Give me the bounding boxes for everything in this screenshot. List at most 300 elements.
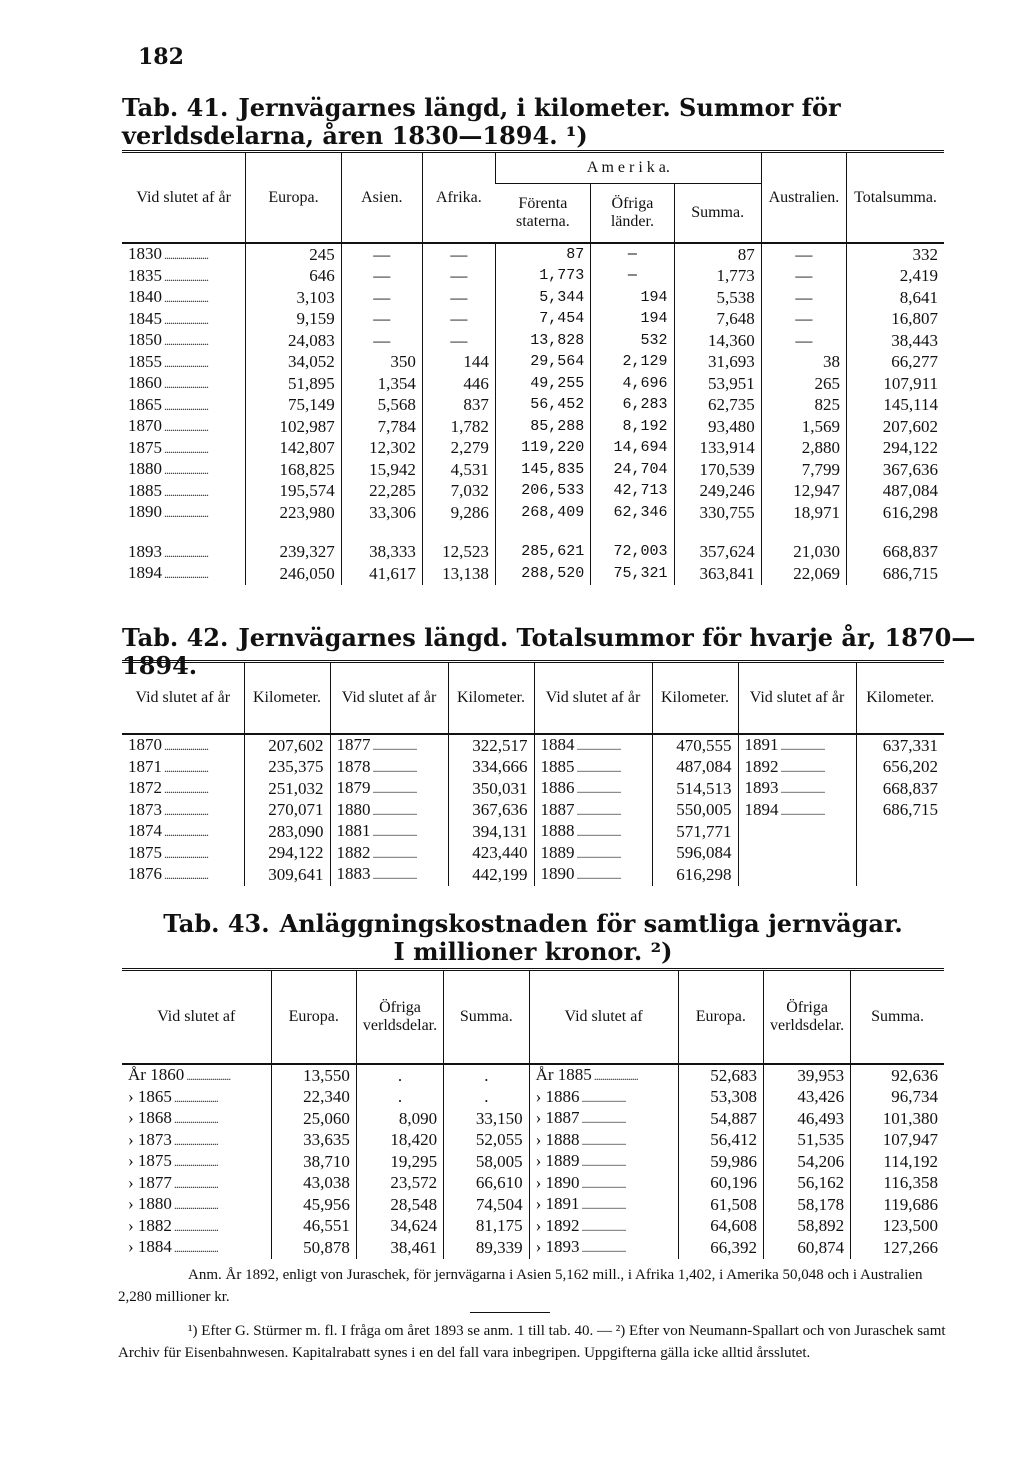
value-cell: 5,568: [341, 395, 422, 417]
value-cell: 96,734: [851, 1087, 944, 1109]
table-row: [122, 416, 944, 438]
value-cell: 102,987: [246, 416, 341, 438]
value-cell: 25,060: [271, 1108, 356, 1130]
value-cell: 61,508: [678, 1194, 763, 1216]
footnote-divider: [470, 1312, 550, 1313]
year-cell: › 1877 .....: [122, 1173, 271, 1195]
table-row: [122, 1130, 944, 1152]
value-cell: 33,306: [341, 502, 422, 524]
value-cell: 72,003: [591, 542, 674, 564]
tab43-title-line1: Anläggningskostnaden för samtliga jernvägar.: [279, 909, 903, 938]
table-row: [122, 1237, 944, 1259]
value-cell: 66,392: [678, 1237, 763, 1259]
tab42-table: [122, 660, 944, 886]
value-cell: 107,947: [851, 1130, 944, 1152]
table-row: [122, 266, 944, 288]
page-number: 182: [138, 44, 184, 70]
value-cell: 49,255: [495, 373, 590, 395]
year-cell: 1879 .....: [330, 778, 448, 800]
value-cell: 571,771: [652, 821, 738, 843]
tab41-title: Jernvägarnes längd, i kilometer. Summor för verldsdelarna, åren 1830—1894. ¹): [122, 93, 841, 150]
year-cell: 1883 .....: [330, 864, 448, 886]
value-cell: 270,071: [244, 800, 330, 822]
value-cell: 43,038: [271, 1173, 356, 1195]
value-cell: 74,504: [444, 1194, 529, 1216]
value-cell: 14,360: [674, 330, 761, 352]
value-cell: .: [444, 1064, 529, 1087]
value-cell: 195,574: [246, 481, 341, 503]
year-cell: › 1892 .....: [529, 1216, 678, 1238]
year-cell: 1875 .....: [122, 843, 244, 865]
year-cell: 1850 .....: [122, 330, 246, 352]
value-cell: —: [422, 243, 495, 266]
header-afrika: Afrika.: [422, 152, 495, 244]
value-cell: 223,980: [246, 502, 341, 524]
value-cell: 51,535: [763, 1130, 850, 1152]
value-cell: 350: [341, 352, 422, 374]
value-cell: 127,266: [851, 1237, 944, 1259]
value-cell: 92,636: [851, 1064, 944, 1087]
value-cell: 7,799: [761, 459, 846, 481]
value-cell: 194: [591, 309, 674, 331]
year-cell: 1876 .....: [122, 864, 244, 886]
value-cell: 39,953: [763, 1064, 850, 1087]
value-cell: 62,346: [591, 502, 674, 524]
value-cell: 13,828: [495, 330, 590, 352]
value-cell: 2,279: [422, 438, 495, 460]
year-cell: › 1886 .....: [529, 1087, 678, 1109]
value-cell: 3,103: [246, 287, 341, 309]
value-cell: 52,683: [678, 1064, 763, 1087]
table-row: [122, 778, 944, 800]
year-cell: › 1882 .....: [122, 1216, 271, 1238]
value-cell: 394,131: [448, 821, 534, 843]
value-cell: 487,084: [847, 481, 944, 503]
value-cell: 46,551: [271, 1216, 356, 1238]
table-row: [122, 1216, 944, 1238]
table-row: [122, 1151, 944, 1173]
year-cell: 1884 .....: [534, 734, 652, 757]
value-cell: 7,454: [495, 309, 590, 331]
value-cell: 170,539: [674, 459, 761, 481]
value-cell: 7,032: [422, 481, 495, 503]
year-cell: 1835 .....: [122, 266, 246, 288]
value-cell: —: [422, 287, 495, 309]
tab42-header-km-3: Kilometer.: [652, 662, 738, 735]
value-cell: 43,426: [763, 1087, 850, 1109]
value-cell: 53,308: [678, 1087, 763, 1109]
year-cell: 1875 .....: [122, 438, 246, 460]
year-cell: › 1884 .....: [122, 1237, 271, 1259]
tab42-title: Jernvägarnes längd. Totalsummor för hvarje år, 1870—1894.: [122, 623, 976, 680]
value-cell: 24,704: [591, 459, 674, 481]
value-cell: .: [444, 1087, 529, 1109]
tab43-header-europa-r: Europa.: [678, 970, 763, 1065]
year-cell: 1845 .....: [122, 309, 246, 331]
tab43-header-summa-l: Summa.: [444, 970, 529, 1065]
value-cell: 7,648: [674, 309, 761, 331]
value-cell: 33,150: [444, 1108, 529, 1130]
table-row: [122, 864, 944, 886]
header-amerika: A m e r i k a.: [495, 152, 761, 184]
table-row: [122, 843, 944, 865]
value-cell: 81,175: [444, 1216, 529, 1238]
year-cell: 1886 .....: [534, 778, 652, 800]
value-cell: 1,569: [761, 416, 846, 438]
value-cell: 288,520: [495, 563, 590, 585]
value-cell: 168,825: [246, 459, 341, 481]
value-cell: 38,710: [271, 1151, 356, 1173]
year-cell: 1873 .....: [122, 800, 244, 822]
value-cell: 133,914: [674, 438, 761, 460]
value-cell: 38,461: [356, 1237, 443, 1259]
table-row: [122, 459, 944, 481]
value-cell: 532: [591, 330, 674, 352]
value-cell: 52,055: [444, 1130, 529, 1152]
value-cell: —: [422, 330, 495, 352]
value-cell: 38,443: [847, 330, 944, 352]
value-cell: 62,735: [674, 395, 761, 417]
value-cell: 66,277: [847, 352, 944, 374]
value-cell: 38,333: [341, 542, 422, 564]
value-cell: 21,030: [761, 542, 846, 564]
tab43-table: [122, 968, 944, 1259]
year-cell: 1870 .....: [122, 416, 246, 438]
value-cell: 686,715: [847, 563, 944, 585]
year-cell: 1890 .....: [122, 502, 246, 524]
value-cell: 46,493: [763, 1108, 850, 1130]
tab42-header-km-4: Kilometer.: [856, 662, 944, 735]
value-cell: 668,837: [847, 542, 944, 564]
value-cell: 66,610: [444, 1173, 529, 1195]
value-cell: 142,807: [246, 438, 341, 460]
tab43-title-line2: I millioner kronor. ²): [393, 937, 673, 966]
value-cell: 246,050: [246, 563, 341, 585]
value-cell: —: [761, 287, 846, 309]
header-ofriga: Öfriga länder.: [591, 184, 674, 244]
value-cell: 367,636: [448, 800, 534, 822]
tab42-label: Tab. 42.: [122, 623, 229, 652]
year-cell: 1865 .....: [122, 395, 246, 417]
year-cell: 1870 .....: [122, 734, 244, 757]
value-cell: 101,380: [851, 1108, 944, 1130]
header-year: Vid slutet af år: [136, 188, 231, 206]
value-cell: 14,694: [591, 438, 674, 460]
table-row: [122, 542, 944, 564]
value-cell: 7,784: [341, 416, 422, 438]
value-cell: 41,617: [341, 563, 422, 585]
value-cell: 123,500: [851, 1216, 944, 1238]
tab42-header-km-1: Kilometer.: [244, 662, 330, 735]
value-cell: 1,773: [495, 266, 590, 288]
value-cell: —: [761, 330, 846, 352]
value-cell: 1,354: [341, 373, 422, 395]
tab43-header-year-l: Vid slutet af: [157, 1008, 236, 1025]
tab41-label: Tab. 41.: [122, 93, 229, 122]
value-cell: —: [341, 287, 422, 309]
value-cell: 85,288: [495, 416, 590, 438]
value-cell: 60,874: [763, 1237, 850, 1259]
tab42-header-year-3: Vid slutet af år: [534, 662, 652, 735]
value-cell: 107,911: [847, 373, 944, 395]
value-cell: 239,327: [246, 542, 341, 564]
table-row: [122, 1108, 944, 1130]
year-cell: › 1865 .....: [122, 1087, 271, 1109]
table-row: [122, 1173, 944, 1195]
value-cell: —: [341, 309, 422, 331]
year-cell: › 1880 .....: [122, 1194, 271, 1216]
value-cell: 637,331: [856, 734, 944, 757]
value-cell: 144: [422, 352, 495, 374]
tab43-header-ofriga-r: Öfriga verldsdelar.: [763, 970, 850, 1065]
value-cell: 825: [761, 395, 846, 417]
spacer-row: [122, 524, 944, 542]
value-cell: 58,892: [763, 1216, 850, 1238]
header-forenta: Förenta staterna.: [515, 195, 570, 230]
value-cell: 363,841: [674, 563, 761, 585]
tab43-header-europa-l: Europa.: [271, 970, 356, 1065]
value-cell: 309,641: [244, 864, 330, 886]
table-row: [122, 287, 944, 309]
value-cell: 56,412: [678, 1130, 763, 1152]
value-cell: 58,178: [763, 1194, 850, 1216]
year-cell: 1892 .....: [738, 757, 856, 779]
value-cell: 5,538: [674, 287, 761, 309]
value-cell: 2,129: [591, 352, 674, 374]
year-cell: 1893 .....: [738, 778, 856, 800]
value-cell: 1,782: [422, 416, 495, 438]
value-cell: 64,608: [678, 1216, 763, 1238]
value-cell: 93,480: [674, 416, 761, 438]
year-cell: 1887 .....: [534, 800, 652, 822]
tab42-header-year-2: Vid slutet af år: [330, 662, 448, 735]
tab42-header-km-2: Kilometer.: [448, 662, 534, 735]
value-cell: 34,052: [246, 352, 341, 374]
value-cell: 13,550: [271, 1064, 356, 1087]
value-cell: 837: [422, 395, 495, 417]
value-cell: 87: [495, 243, 590, 266]
value-cell: 89,339: [444, 1237, 529, 1259]
value-cell: 145,114: [847, 395, 944, 417]
year-cell: 1830 .....: [122, 243, 246, 266]
table-row: [122, 330, 944, 352]
value-cell: 19,295: [356, 1151, 443, 1173]
value-cell: 54,887: [678, 1108, 763, 1130]
value-cell: 31,693: [674, 352, 761, 374]
value-cell: 56,452: [495, 395, 590, 417]
tab41-table: [122, 150, 944, 585]
year-cell: › 1888 .....: [529, 1130, 678, 1152]
tab41-title-block: [122, 94, 952, 150]
value-cell: 38: [761, 352, 846, 374]
header-europa: Europa.: [246, 152, 341, 244]
value-cell: 145,835: [495, 459, 590, 481]
value-cell: 12,523: [422, 542, 495, 564]
value-cell: 251,032: [244, 778, 330, 800]
value-cell: 206,533: [495, 481, 590, 503]
value-cell: 16,807: [847, 309, 944, 331]
tab43-header-year-r: Vid slutet af: [529, 970, 678, 1065]
value-cell: —: [591, 266, 674, 288]
value-cell: 487,084: [652, 757, 738, 779]
value-cell: —: [761, 309, 846, 331]
value-cell: 330,755: [674, 502, 761, 524]
value-cell: 87: [674, 243, 761, 266]
value-cell: 616,298: [652, 864, 738, 886]
value-cell: 2,419: [847, 266, 944, 288]
year-cell: 1889 .....: [534, 843, 652, 865]
value-cell: 51,895: [246, 373, 341, 395]
value-cell: 285,621: [495, 542, 590, 564]
year-cell: › 1887 .....: [529, 1108, 678, 1130]
table-row: [122, 502, 944, 524]
year-cell: 1877 .....: [330, 734, 448, 757]
value-cell: 8,192: [591, 416, 674, 438]
value-cell: 45,956: [271, 1194, 356, 1216]
value-cell: —: [761, 243, 846, 266]
value-cell: —: [341, 266, 422, 288]
value-cell: 28,548: [356, 1194, 443, 1216]
value-cell: 283,090: [244, 821, 330, 843]
value-cell: 596,084: [652, 843, 738, 865]
value-cell: 367,636: [847, 459, 944, 481]
value-cell: 207,602: [244, 734, 330, 757]
value-cell: —: [341, 243, 422, 266]
value-cell: 334,666: [448, 757, 534, 779]
value-cell: 56,162: [763, 1173, 850, 1195]
value-cell: 294,122: [244, 843, 330, 865]
tab42-body: [122, 734, 944, 886]
table-row: [122, 563, 944, 585]
table-row: [122, 395, 944, 417]
value-cell: 4,696: [591, 373, 674, 395]
year-cell: 1894 .....: [738, 800, 856, 822]
tab43-label: Tab. 43.: [163, 909, 270, 938]
year-cell: › 1891 .....: [529, 1194, 678, 1216]
tab42-header-year-4: Vid slutet af år: [738, 662, 856, 735]
table-row: [122, 821, 944, 843]
value-cell: 42,713: [591, 481, 674, 503]
value-cell: 75,321: [591, 563, 674, 585]
value-cell: 8,641: [847, 287, 944, 309]
table-row: [122, 309, 944, 331]
value-cell: 470,555: [652, 734, 738, 757]
tab43-header-ofriga-l: Öfriga verldsdelar.: [356, 970, 443, 1065]
value-cell: 4,531: [422, 459, 495, 481]
tab41-body: [122, 243, 944, 585]
value-cell: 54,206: [763, 1151, 850, 1173]
value-cell: 446: [422, 373, 495, 395]
value-cell: 686,715: [856, 800, 944, 822]
value-cell: 58,005: [444, 1151, 529, 1173]
year-cell: År 1885 .....: [529, 1064, 678, 1087]
value-cell: 15,942: [341, 459, 422, 481]
table-row: [122, 734, 944, 757]
value-cell: 442,199: [448, 864, 534, 886]
value-cell: 8,090: [356, 1108, 443, 1130]
year-cell: 1888 .....: [534, 821, 652, 843]
value-cell: 2,880: [761, 438, 846, 460]
table-row: [122, 1194, 944, 1216]
value-cell: 9,286: [422, 502, 495, 524]
value-cell: 60,196: [678, 1173, 763, 1195]
value-cell: 12,302: [341, 438, 422, 460]
header-summa: Summa.: [674, 184, 761, 244]
value-cell: —: [422, 309, 495, 331]
year-cell: 1881 .....: [330, 821, 448, 843]
value-cell: 116,358: [851, 1173, 944, 1195]
value-cell: 249,246: [674, 481, 761, 503]
year-cell: 1885 .....: [534, 757, 652, 779]
value-cell: 114,192: [851, 1151, 944, 1173]
value-cell: 24,083: [246, 330, 341, 352]
year-cell: › 1893 .....: [529, 1237, 678, 1259]
value-cell: 656,202: [856, 757, 944, 779]
header-asien: Asien.: [341, 152, 422, 244]
year-cell: 1890 .....: [534, 864, 652, 886]
value-cell: 5,344: [495, 287, 590, 309]
value-cell: 18,420: [356, 1130, 443, 1152]
value-cell: 423,440: [448, 843, 534, 865]
value-cell: 194: [591, 287, 674, 309]
year-cell: 1871 .....: [122, 757, 244, 779]
value-cell: 616,298: [847, 502, 944, 524]
value-cell: 550,005: [652, 800, 738, 822]
value-cell: 6,283: [591, 395, 674, 417]
year-cell: 1880 .....: [122, 459, 246, 481]
table-row: [122, 757, 944, 779]
value-cell: 22,340: [271, 1087, 356, 1109]
value-cell: 235,375: [244, 757, 330, 779]
year-cell: 1891 .....: [738, 734, 856, 757]
value-cell: 1,773: [674, 266, 761, 288]
value-cell: 207,602: [847, 416, 944, 438]
value-cell: 245: [246, 243, 341, 266]
table-row: [122, 438, 944, 460]
year-cell: › 1868 .....: [122, 1108, 271, 1130]
year-cell: 1840 .....: [122, 287, 246, 309]
year-cell: 1880 .....: [330, 800, 448, 822]
value-cell: 119,220: [495, 438, 590, 460]
year-cell: 1885 .....: [122, 481, 246, 503]
value-cell: 268,409: [495, 502, 590, 524]
value-cell: 294,122: [847, 438, 944, 460]
footnote: ¹) Efter G. Stürmer m. fl. I fråga om året 1893 se anm. 1 till tab. 40. — ²) Efter von Neumann-Spallart och von Juraschek samt Archiv für Eisenbahnwesen. Kapitalrabatt synes i en del fall vara inbegripen. Uppgifterna gälla icke alltid årsslutet.: [118, 1323, 946, 1361]
header-total: Totalsumma.: [847, 152, 944, 244]
value-cell: 13,138: [422, 563, 495, 585]
table-row: [122, 800, 944, 822]
year-cell: 1872 .....: [122, 778, 244, 800]
value-cell: 50,878: [271, 1237, 356, 1259]
tab43-body: [122, 1064, 944, 1259]
year-cell: › 1890 .....: [529, 1173, 678, 1195]
value-cell: 18,971: [761, 502, 846, 524]
value-cell: 23,572: [356, 1173, 443, 1195]
year-cell: › 1889 .....: [529, 1151, 678, 1173]
value-cell: 75,149: [246, 395, 341, 417]
value-cell: 33,635: [271, 1130, 356, 1152]
value-cell: .: [356, 1087, 443, 1109]
year-cell: 1882 .....: [330, 843, 448, 865]
value-cell: 514,513: [652, 778, 738, 800]
year-cell: År 1860 .....: [122, 1064, 271, 1087]
value-cell: 34,624: [356, 1216, 443, 1238]
value-cell: 119,686: [851, 1194, 944, 1216]
value-cell: —: [761, 266, 846, 288]
table-row: [122, 1064, 944, 1087]
table-row: [122, 373, 944, 395]
value-cell: 59,986: [678, 1151, 763, 1173]
